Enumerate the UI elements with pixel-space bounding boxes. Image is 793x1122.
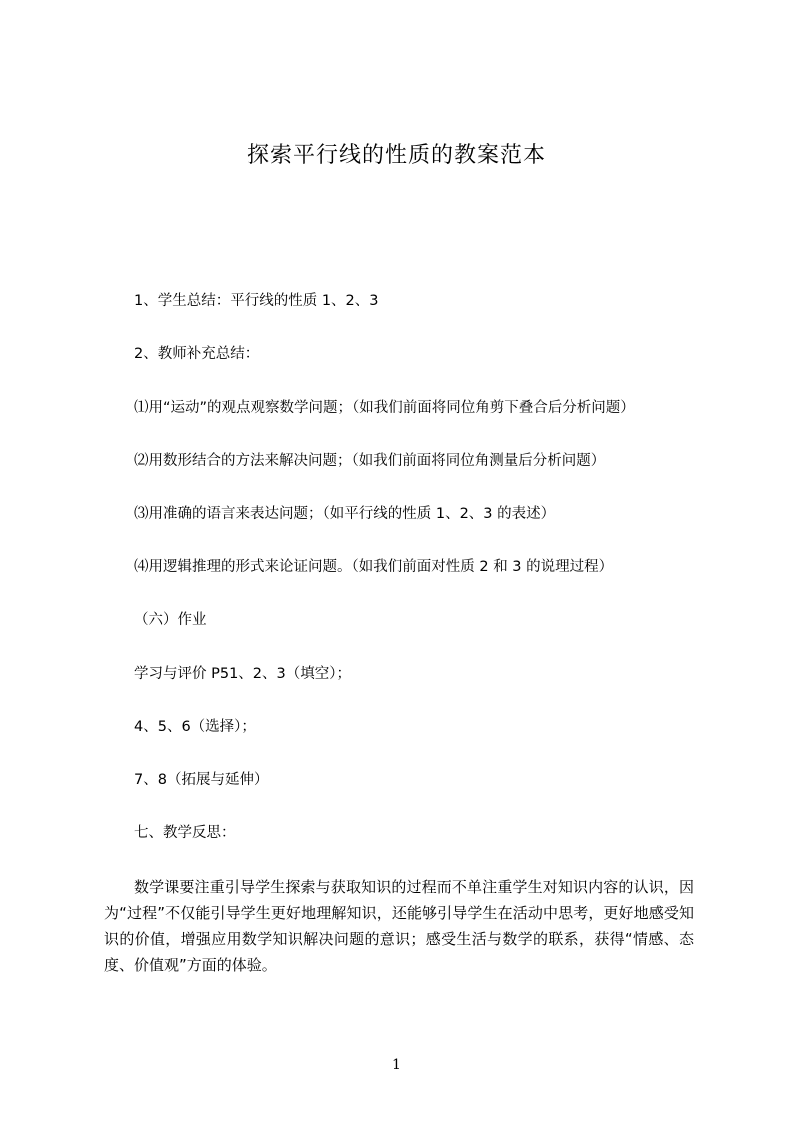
summary-point-3: ⑶用准确的语言来表达问题；（如平行线的性质 1、2、3 的表述） bbox=[134, 506, 556, 522]
summary-line-1: 1、学生总结：平行线的性质 1、2、3 bbox=[134, 293, 379, 309]
summary-point-1: ⑴用“运动”的观点观察数学问题；（如我们前面将同位角剪下叠合后分析问题） bbox=[134, 400, 635, 416]
reflection-heading: 七、教学反思： bbox=[134, 825, 236, 841]
page-number: 1 bbox=[392, 1057, 401, 1073]
summary-line-2: 2、教师补充总结： bbox=[134, 346, 260, 362]
summary-point-2: ⑵用数形结合的方法来解决问题；（如我们前面将同位角测量后分析问题） bbox=[134, 453, 606, 469]
reflection-paragraph: 数学课要注重引导学生探索与获取知识的过程而不单注重学生对知识内容的认识，因为“过程”不仅能引导学生更好地理解知识，还能够引导学生在活动中思考，更好地感受知识的价值，增强应用数学知识解决问题的意识；感受生活与数学的联系，获得“情感、态度、价值观”方面的体验。 bbox=[104, 878, 694, 974]
homework-item-3: 7、8（拓展与延伸） bbox=[134, 772, 269, 788]
homework-item-2: 4、5、6（选择）； bbox=[134, 719, 256, 735]
document-title: 探索平行线的性质的教案范本 bbox=[246, 143, 546, 168]
homework-item-1: 学习与评价 P51、2、3（填空）； bbox=[134, 666, 352, 682]
summary-point-4: ⑷用逻辑推理的形式来论证问题。（如我们前面对性质 2 和 3 的说理过程） bbox=[134, 559, 614, 575]
homework-heading: （六）作业 bbox=[134, 612, 207, 628]
